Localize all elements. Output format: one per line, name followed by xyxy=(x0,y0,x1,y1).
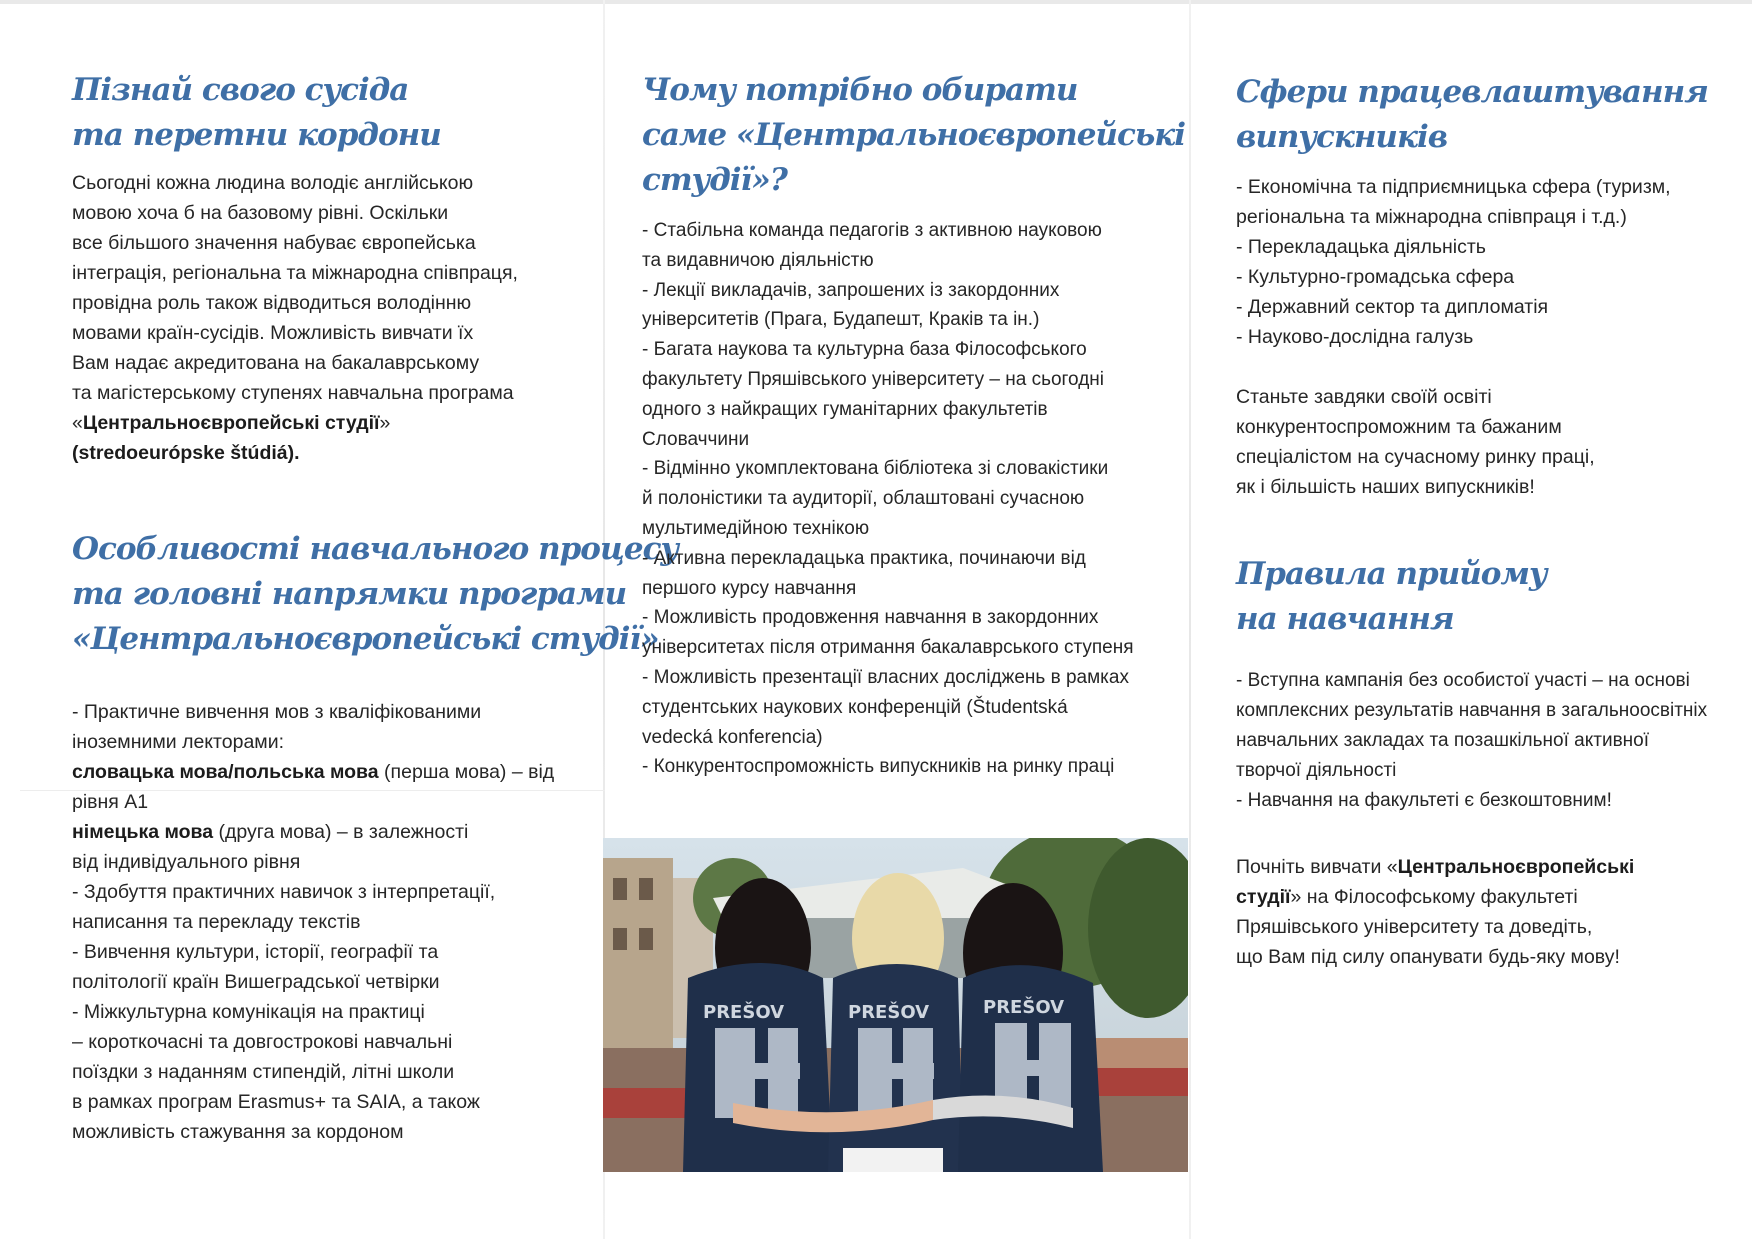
fold-line xyxy=(1189,0,1191,1239)
shirt-print: PREŠOV xyxy=(703,1002,785,1023)
list-item: - Державний сектор та дипломатія xyxy=(1236,296,1549,318)
heading-admission-rules: Правила прийому на навчання xyxy=(1236,556,1547,637)
top-edge xyxy=(0,0,1752,4)
heading-study-features: Особливості навчального процесу та головні напрямки програми «Центральноєвропейські студії» xyxy=(72,531,678,657)
list-item: - Навчання на факультеті є безкоштовним! xyxy=(1236,790,1612,811)
list-item: - Стабільна команда педагогів з активною науковою xyxy=(642,220,1102,241)
career-paragraph: Станьте завдяки своїй освіті конкурентоспроможним та бажаним спеціалістом на сучасному ринку праці, як і більшість наших випускників! xyxy=(1236,386,1595,498)
list-item: - Вивчення культури, історії, географії та xyxy=(72,941,439,963)
features-list: - Практичне вивчення мов з кваліфікованими іноземними лекторами: словацька мова/польська мова (перша мова) – від рівня А1 німецька мова (друга мова) – в залежності від індивідуального рівня - Здобуття практичних навичок з інтерпретації, написання та перекладу текстів - Вивчення культури, історії, географії та політології країн Вишеградської четвірки - Міжкультурна комунікація на практиці – короткочасні та довгострокові навчальні поїздки з наданням стипендій, літні школи в рамках програм Erasmus+ та SAIA, а також можливість стажування за кордоном xyxy=(72,697,554,1147)
program-name: Центральноєвропейські студії xyxy=(82,412,380,434)
list-item: - Міжкультурна комунікація на практиці xyxy=(72,1001,425,1023)
heading-employment: Сфери працевлаштування випускників xyxy=(1236,74,1708,155)
list-item: - Можливість продовження навчання в закордонних xyxy=(642,607,1099,629)
list-item: - Культурно-громадська сфера xyxy=(1236,266,1515,288)
list-item: - Практичне вивчення мов з кваліфікованими xyxy=(72,701,482,723)
heading-know-neighbor: Пізнай свого сусіда та перетни кордони xyxy=(72,72,441,153)
list-item: - Конкурентоспроможність випускників на ринку праці xyxy=(642,756,1115,778)
students-photo-illustration xyxy=(603,838,1188,1172)
shirt-print: PREŠOV xyxy=(983,997,1065,1018)
intro-paragraph: Сьогодні кожна людина володіє англійською мовою хоча б на базовому рівні. Оскільки все більшого значення набуває європейська інтеграція, регіональна та міжнародна співпраця, провідна роль також відводиться володінню мовами країн-сусідів. Можливість вивчати їх Вам надає акредитована на бакалаврському та магістерському ступенях навчальна програма «Центральноєвропейські студії» (stredoeurópske štúdiá). xyxy=(72,172,518,464)
heading-why-choose: Чому потрібно обирати саме «Центральноєвропейські студії»? xyxy=(642,72,1186,198)
students-photo xyxy=(603,838,1188,1172)
program-name-slovak: stredoeurópske štúdiá xyxy=(78,442,288,464)
list-item: - Багата наукова та культурна база Філософського xyxy=(642,339,1087,361)
list-item: - Здобуття практичних навичок з інтерпретації, xyxy=(72,881,496,903)
list-item: словацька мова/польська мова (перша мова) – від xyxy=(72,761,555,783)
list-item: - Вступна кампанія без особистої участі – на основі xyxy=(1236,670,1690,691)
list-item: - Економічна та підприємницька сфера (туризм, xyxy=(1236,176,1671,198)
employment-list: - Економічна та підприємницька сфера (туризм, регіональна та міжнародна співпраця і т.д.) - Перекладацька діяльність - Культурно-громадська сфера - Державний сектор та дипломатія - Науково-дослідна галузь xyxy=(1236,172,1671,352)
closing-paragraph: Почніть вивчати «Центральноєвропейські студії» на Філософському факультеті Пряшівського університету та доведіть, що Вам під силу опанувати будь-яку мову! xyxy=(1236,856,1635,968)
list-item: - Активна перекладацька практика, починаючи від xyxy=(642,547,1086,569)
list-item: - Відмінно укомплектована бібліотека зі словакістики xyxy=(642,458,1109,480)
admission-list: - Вступна кампанія без особистої участі – на основі комплексних результатів навчання в загальноосвітніх навчальних закладах та позашкільної активної творчої діяльності - Навчання на факультеті є безкоштовним! xyxy=(1236,666,1707,816)
shirt-print: PREŠOV xyxy=(848,1002,930,1023)
reasons-list: - Стабільна команда педагогів з активною науковою та видавничою діяльністю - Лекції викладачів, запрошених із закордонних університетів (Прага, Будапешт, Краків та ін.) - Багата наукова та культурна база Філософського факультету Пряшівського університету – на сьогодні одного з найкращих гуманітарних факультетів Словаччини - Відмінно укомплектована бібліотека зі словакістики й полоністики та аудиторії, облаштовані сучасною мультимедійною технікою - Активна перекладацька практика, починаючи від першого курсу навчання - Можливість продовження навчання в закордонних університетах після отримання бакалаврського ступеня - Можливість презентації власних досліджень в рамках студентських наукових конференцій (Študentská vedecká konferencia) - Конкурентоспроможність випускників на ринку праці xyxy=(642,216,1134,782)
list-item: - Перекладацька діяльність xyxy=(1236,236,1486,258)
program-name: Центральноєвропейські xyxy=(1397,856,1635,878)
list-item: німецька мова (друга мова) – в залежності xyxy=(72,821,469,843)
list-item: - Лекції викладачів, запрошених із закордонних xyxy=(642,279,1060,301)
list-item: - Можливість презентації власних досліджень в рамках xyxy=(642,666,1129,688)
list-item: - Науково-дослідна галузь xyxy=(1236,326,1474,348)
